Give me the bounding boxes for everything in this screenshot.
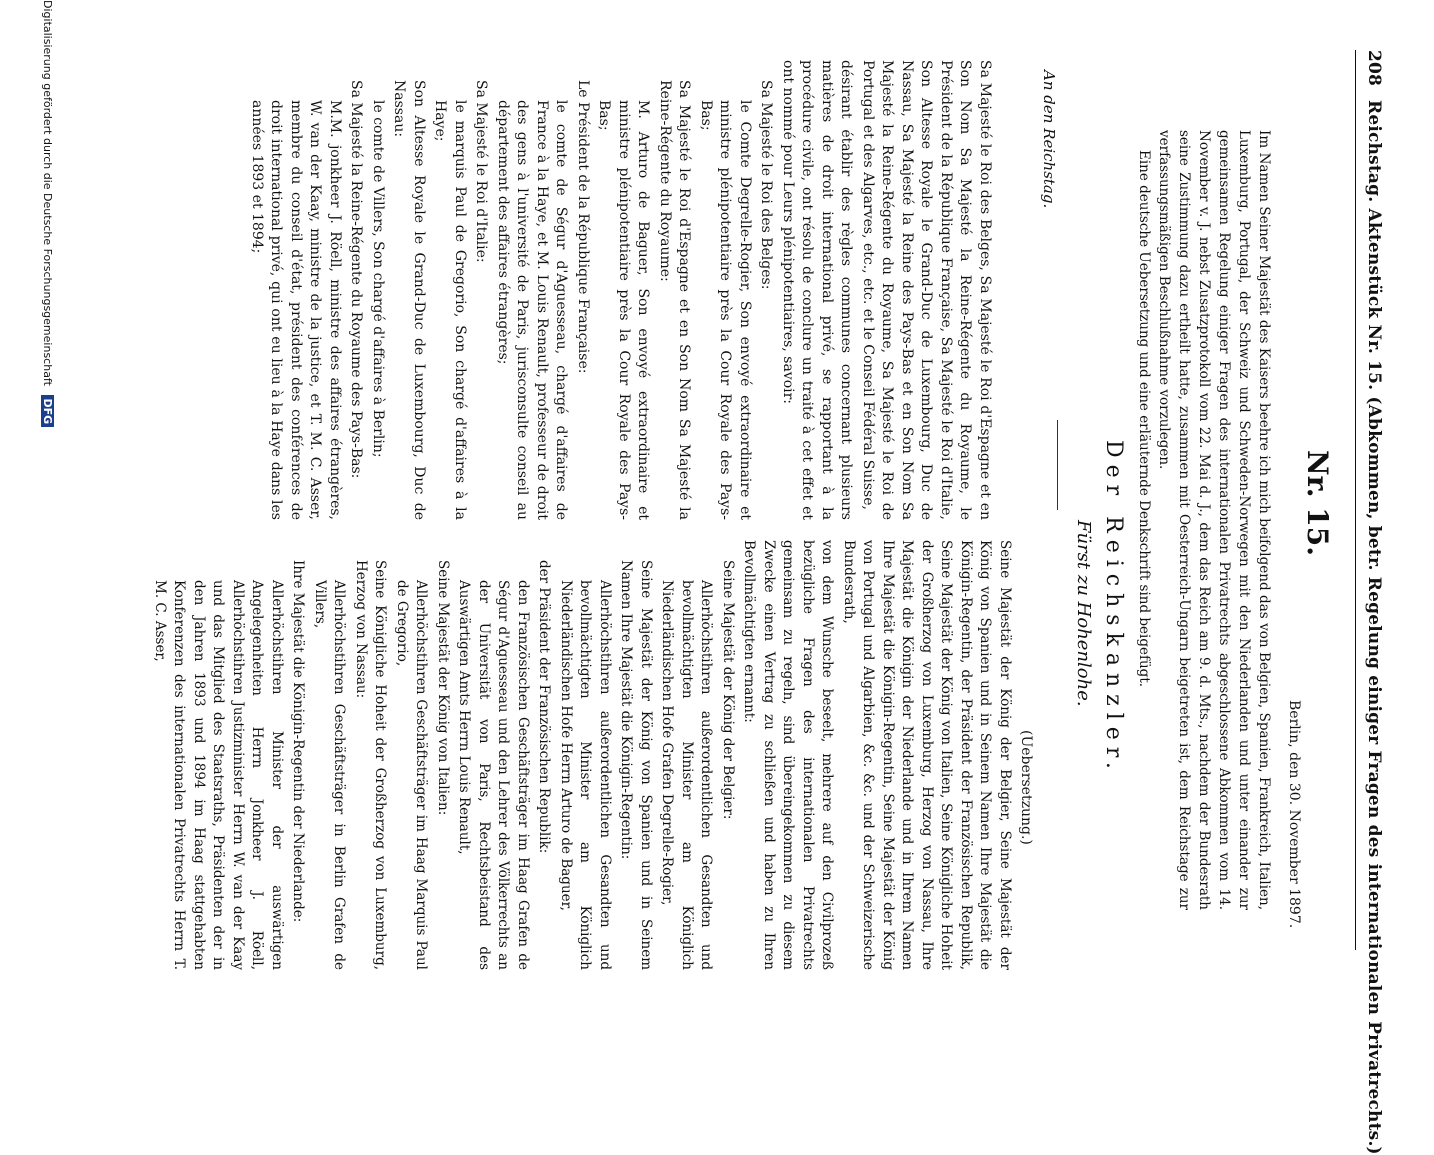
french-column: [245, 60, 995, 520]
paragraph: Seine Majestät der König von Spanien und in Seinem Namen Ihre Majestät die Königin-Regentin:: [618, 560, 654, 970]
paragraph: Sa Majesté le Roi d'Italie:: [473, 80, 490, 263]
paragraph: von dem Wunsche beseelt, mehrere auf den Civilprozeß bezügliche Fragen des internationalen Privatrechts gemeinsam zu regeln, sind übereingekommen zu diesem Zwecke einen Vertrag zu schließen und haben zu Ihren Bevollmächtigten ernannt:: [741, 540, 836, 970]
dfg-logo: DFG: [41, 395, 54, 427]
paragraph: le marquis Paul de Gregorio, Son chargé d'affaires à la Haye;: [432, 100, 468, 520]
header-rule: [1355, 50, 1356, 950]
paragraph: Le Président de la République Française:: [575, 80, 591, 374]
paragraph: Allerhöchstihren außerordentlichen Gesandten und bevollmächtigten Minister am Königlich Niederländischen Hofe Herrn Arturo de Baguer,: [558, 580, 613, 970]
paragraph: Allerhöchstihren Geschäftsträger in Berlin Grafen de Villers,: [312, 580, 348, 970]
signature-office: Der Reichskanzler.: [1101, 440, 1126, 776]
document-date: Berlin, den 30. November 1897.: [1286, 700, 1302, 929]
document-number: Nr. 15.: [1301, 450, 1334, 556]
paragraph: Seine Königliche Hoheit der Großherzog von Luxemburg, Herzog von Nassau:: [353, 560, 389, 970]
paragraph: M.M. jonkheer J. Röell, ministre des affaires étrangères, W. van der Kaay, ministre de la justice, et T. M. C. Asser, membre du conseil d'état, président des conférences de droit international privé, qui ont eu lieu à la Haye dans les années 1893 et 1894;: [249, 100, 343, 520]
signature-name: Fürst zu Hohenlohe.: [1073, 520, 1094, 707]
translation-label: (Uebersetzung.): [1018, 730, 1034, 845]
paragraph: Son Altesse Royale le Grand-Duc de Luxembourg, Duc de Nassau:: [391, 80, 427, 520]
running-header: [1354, 50, 1384, 1155]
addressee: An den Reichstag.: [1040, 70, 1058, 209]
separator-rule: [1057, 420, 1058, 510]
paragraph: Sa Majesté le Roi des Belges, Sa Majesté le Roi d'Espagne et en Son Nom Sa Majesté la Reine-Régente du Royaume, le Président de la République Française, Sa Majesté le Roi d'Italie, Son Altesse Royale le Grand-Duc de Luxembourg, Duc de Nassau, Sa Majesté la Reine des Pays-Bas et en Son Nom Sa Majesté la Reine-Régente du Royaume, Sa Majesté le Roi de Portugal et des Algarves, etc., etc. et le Conseil Fédéral Suisse,: [860, 60, 993, 520]
paragraph: Seine Majestät der König der Belgier:: [720, 560, 736, 820]
german-column: [148, 540, 1015, 970]
paragraph: le comte de Ségur d'Aguesseau, chargé d'affaires de France à la Haye, et M. Louis Renault, professeur de droit des gens à l'université de Paris, jurisconsulte conseil au département des affaires étrangères;: [495, 100, 570, 520]
paragraph: der Präsident der Französischen Republik:: [536, 560, 553, 854]
intro-text: [1134, 130, 1274, 910]
paragraph: désirant établir des règles communes concernant plusieurs matières de droit international privé, se rapportant à la procédure civile, ont résolu de conclure un traité à cet effet et ont nommé pour Leurs plénipotentiaires, savoir:: [780, 60, 855, 520]
paragraph: Allerhöchstihren Geschäftsträger im Haag Marquis Paul de Gregorio,: [394, 580, 430, 970]
header-title: Reichstag. Aktenstück Nr. 15. (Abkommen, betr. Regelung einiger Fragen des internationalen Privatrechts.): [1364, 100, 1384, 1155]
paragraph: Seine Majestät der König von Italien:: [435, 560, 451, 816]
paragraph: Sa Majesté la Reine-Régente du Royaume des Pays-Bas:: [348, 80, 365, 479]
paragraph: M. Arturo de Baguer, Son envoyé extraordinaire et ministre plénipotentiaire près la Cour Royale des Pays-Bas;: [596, 100, 652, 520]
paragraph: le Comte Degrelle-Rogier, Son envoyé extraordinaire et ministre plénipotentiaire près la Cour Royale des Pays-Bas;: [698, 100, 753, 520]
paragraph: Sa Majesté le Roi des Belges:: [758, 80, 775, 290]
paragraph: le comte de Villers, Son chargé d'affaires à Berlin;: [370, 100, 386, 458]
digitization-note: Digitalisierung gefördert durch die Deutsche Forschungsgemeinschaft: [41, 0, 54, 386]
paragraph: Allerhöchstihren außerordentlichen Gesandten und bevollmächtigten Minister am Königlich Niederländischen Hofe Grafen Degrelle-Rogier,: [659, 580, 715, 970]
paragraph: Ihre Majestät die Königin-Regentin der Niederlande:: [290, 560, 307, 923]
paragraph: Seine Majestät der König der Belgier, Seine Majestät der König von Spanien und in Seinem Namen Ihre Majestät die Königin-Regentin, der Präsident der Französischen Republik, Seine Majestät der König von Italien, Seine Königliche Hoheit der Großherzog von Luxemburg, Herzog von Nassau, Ihre Majestät die Königin der Niederlande und in Ihrem Namen Ihre Majestät die Königin-Regentin, Seine Majestät der König von Portugal und Algarbien, &c. &c. und der Schweizerische Bundesrath,: [841, 540, 1013, 970]
paragraph: den Französischen Geschäftsträger im Haag Grafen de Ségur d'Aguesseau und den Lehrer des Völkerrechts an der Universität von Paris, Rechtsbeistand des Auswärtigen Amts Herrn Louis Renault,: [456, 580, 531, 970]
paragraph: Allerhöchstihren Minister der auswärtigen Angelegenheiten Herrn Jonkheer J. Röell, Allerhöchstihren Justizminister Herrn W. van der Kaay und das Mitglied des Staatsraths, Präsidenten der in den Jahren 1893 und 1894 im Haag stattgehabten Konferenzen des internationalen Privatrechts Herrn T. M. C. Asser,: [152, 580, 285, 970]
footer: [41, 0, 54, 1000]
paragraph: Sa Majesté le Roi d'Espagne et en Son Nom Sa Majesté la Reine-Régente du Royaume:: [657, 80, 693, 520]
intro-paragraph: Eine deutsche Uebersetzung und eine erläuternde Denkschrift sind beigefügt.: [1136, 150, 1152, 688]
intro-paragraph: Im Namen Seiner Majestät des Kaisers beehre ich mich beifolgend das von Belgien, Spanien, Frankreich, Italien, Luxemburg, Portugal, der Schweiz und Schweden-Norwegen mit den Niederlanden und unter einander zur gemeinsamen Regelung einiger Fragen des internationalen Privatrechts abgeschlossene Abkommen vom 14. November v. J. nebst Zusatzprotokoll vom 22. Mai d. J., dem das Reich am 9. d. Mts., nachdem der Bundesrath seine Zustimmung dazu ertheilt hatte, zusammen mit Oesterreich-Ungarn beigetreten ist, dem Reichstage zur verfassungsmäßigen Beschlußnahme vorzulegen.: [1156, 130, 1272, 910]
page-number: 208: [1364, 50, 1384, 87]
